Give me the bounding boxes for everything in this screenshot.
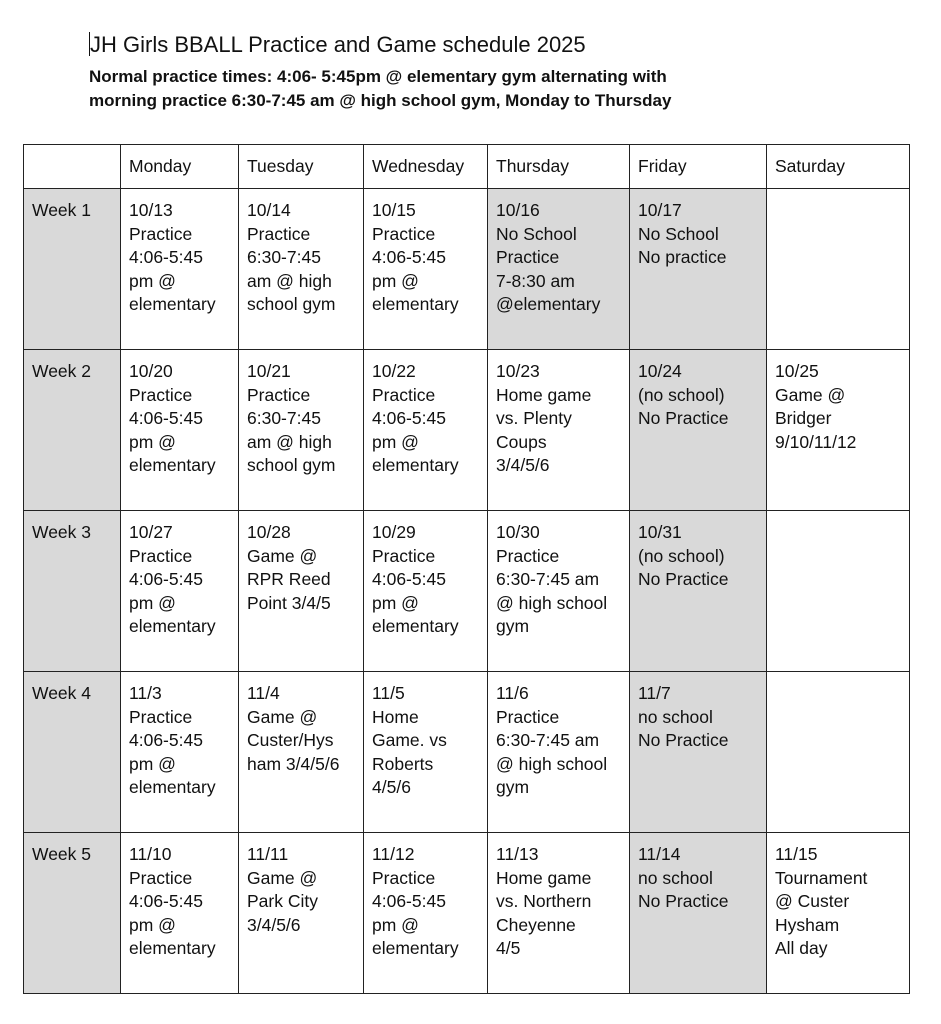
monday-cell: 10/20 Practice 4:06-5:45 pm @ elementary — [121, 350, 239, 511]
saturday-cell — [767, 672, 910, 833]
wednesday-cell: 10/22 Practice 4:06-5:45 pm @ elementary — [364, 350, 488, 511]
saturday-cell — [767, 189, 910, 350]
wednesday-cell: 10/29 Practice 4:06-5:45 pm @ elementary — [364, 511, 488, 672]
wednesday-cell: 11/5 Home Game. vs Roberts 4/5/6 — [364, 672, 488, 833]
header-row — [24, 145, 910, 189]
saturday-cell: 10/25 Game @ Bridger 9/10/11/12 — [767, 350, 910, 511]
schedule-table — [23, 144, 910, 994]
column-header-blank — [24, 145, 121, 189]
page-title — [89, 31, 909, 59]
table-row — [24, 833, 910, 994]
monday-cell: 10/27 Practice 4:06-5:45 pm @ elementary — [121, 511, 239, 672]
week-label: Week 4 — [24, 672, 121, 833]
saturday-cell: 11/15 Tournament @ Custer Hysham All day — [767, 833, 910, 994]
page-title-text: JH Girls BBALL Practice and Game schedule 2025 — [90, 32, 586, 57]
column-header-monday: Monday — [121, 145, 239, 189]
tuesday-cell: 11/4 Game @ Custer/Hys ham 3/4/5/6 — [239, 672, 364, 833]
thursday-cell: 10/30 Practice 6:30-7:45 am @ high school gym — [488, 511, 630, 672]
tuesday-cell: 10/14 Practice 6:30-7:45 am @ high school gym — [239, 189, 364, 350]
friday-cell: 11/7 no school No Practice — [630, 672, 767, 833]
week-label: Week 3 — [24, 511, 121, 672]
monday-cell: 11/3 Practice 4:06-5:45 pm @ elementary — [121, 672, 239, 833]
monday-cell: 10/13 Practice 4:06-5:45 pm @ elementary — [121, 189, 239, 350]
tuesday-cell: 11/11 Game @ Park City 3/4/5/6 — [239, 833, 364, 994]
practice-times-line-1: Normal practice times: 4:06- 5:45pm @ elementary gym alternating with — [89, 67, 667, 86]
column-header-wednesday: Wednesday — [364, 145, 488, 189]
practice-times-line-2: morning practice 6:30-7:45 am @ high school gym, Monday to Thursday — [89, 91, 672, 110]
column-header-thursday: Thursday — [488, 145, 630, 189]
week-label: Week 5 — [24, 833, 121, 994]
saturday-cell — [767, 511, 910, 672]
table-row — [24, 189, 910, 350]
tuesday-cell: 10/28 Game @ RPR Reed Point 3/4/5 — [239, 511, 364, 672]
week-label: Week 1 — [24, 189, 121, 350]
friday-cell: 10/24 (no school) No Practice — [630, 350, 767, 511]
practice-times-note — [89, 65, 909, 113]
thursday-cell: 10/23 Home game vs. Plenty Coups 3/4/5/6 — [488, 350, 630, 511]
wednesday-cell: 11/12 Practice 4:06-5:45 pm @ elementary — [364, 833, 488, 994]
friday-cell: 10/31 (no school) No Practice — [630, 511, 767, 672]
thursday-cell: 10/16 No School Practice 7-8:30 am @elementary — [488, 189, 630, 350]
monday-cell: 11/10 Practice 4:06-5:45 pm @ elementary — [121, 833, 239, 994]
wednesday-cell: 10/15 Practice 4:06-5:45 pm @ elementary — [364, 189, 488, 350]
week-label: Week 2 — [24, 350, 121, 511]
document-header — [89, 31, 909, 113]
column-header-friday: Friday — [630, 145, 767, 189]
friday-cell: 10/17 No School No practice — [630, 189, 767, 350]
thursday-cell: 11/13 Home game vs. Northern Cheyenne 4/5 — [488, 833, 630, 994]
table-row — [24, 350, 910, 511]
thursday-cell: 11/6 Practice 6:30-7:45 am @ high school gym — [488, 672, 630, 833]
column-header-saturday: Saturday — [767, 145, 910, 189]
table-row — [24, 672, 910, 833]
friday-cell: 11/14 no school No Practice — [630, 833, 767, 994]
column-header-tuesday: Tuesday — [239, 145, 364, 189]
tuesday-cell: 10/21 Practice 6:30-7:45 am @ high school gym — [239, 350, 364, 511]
table-row — [24, 511, 910, 672]
